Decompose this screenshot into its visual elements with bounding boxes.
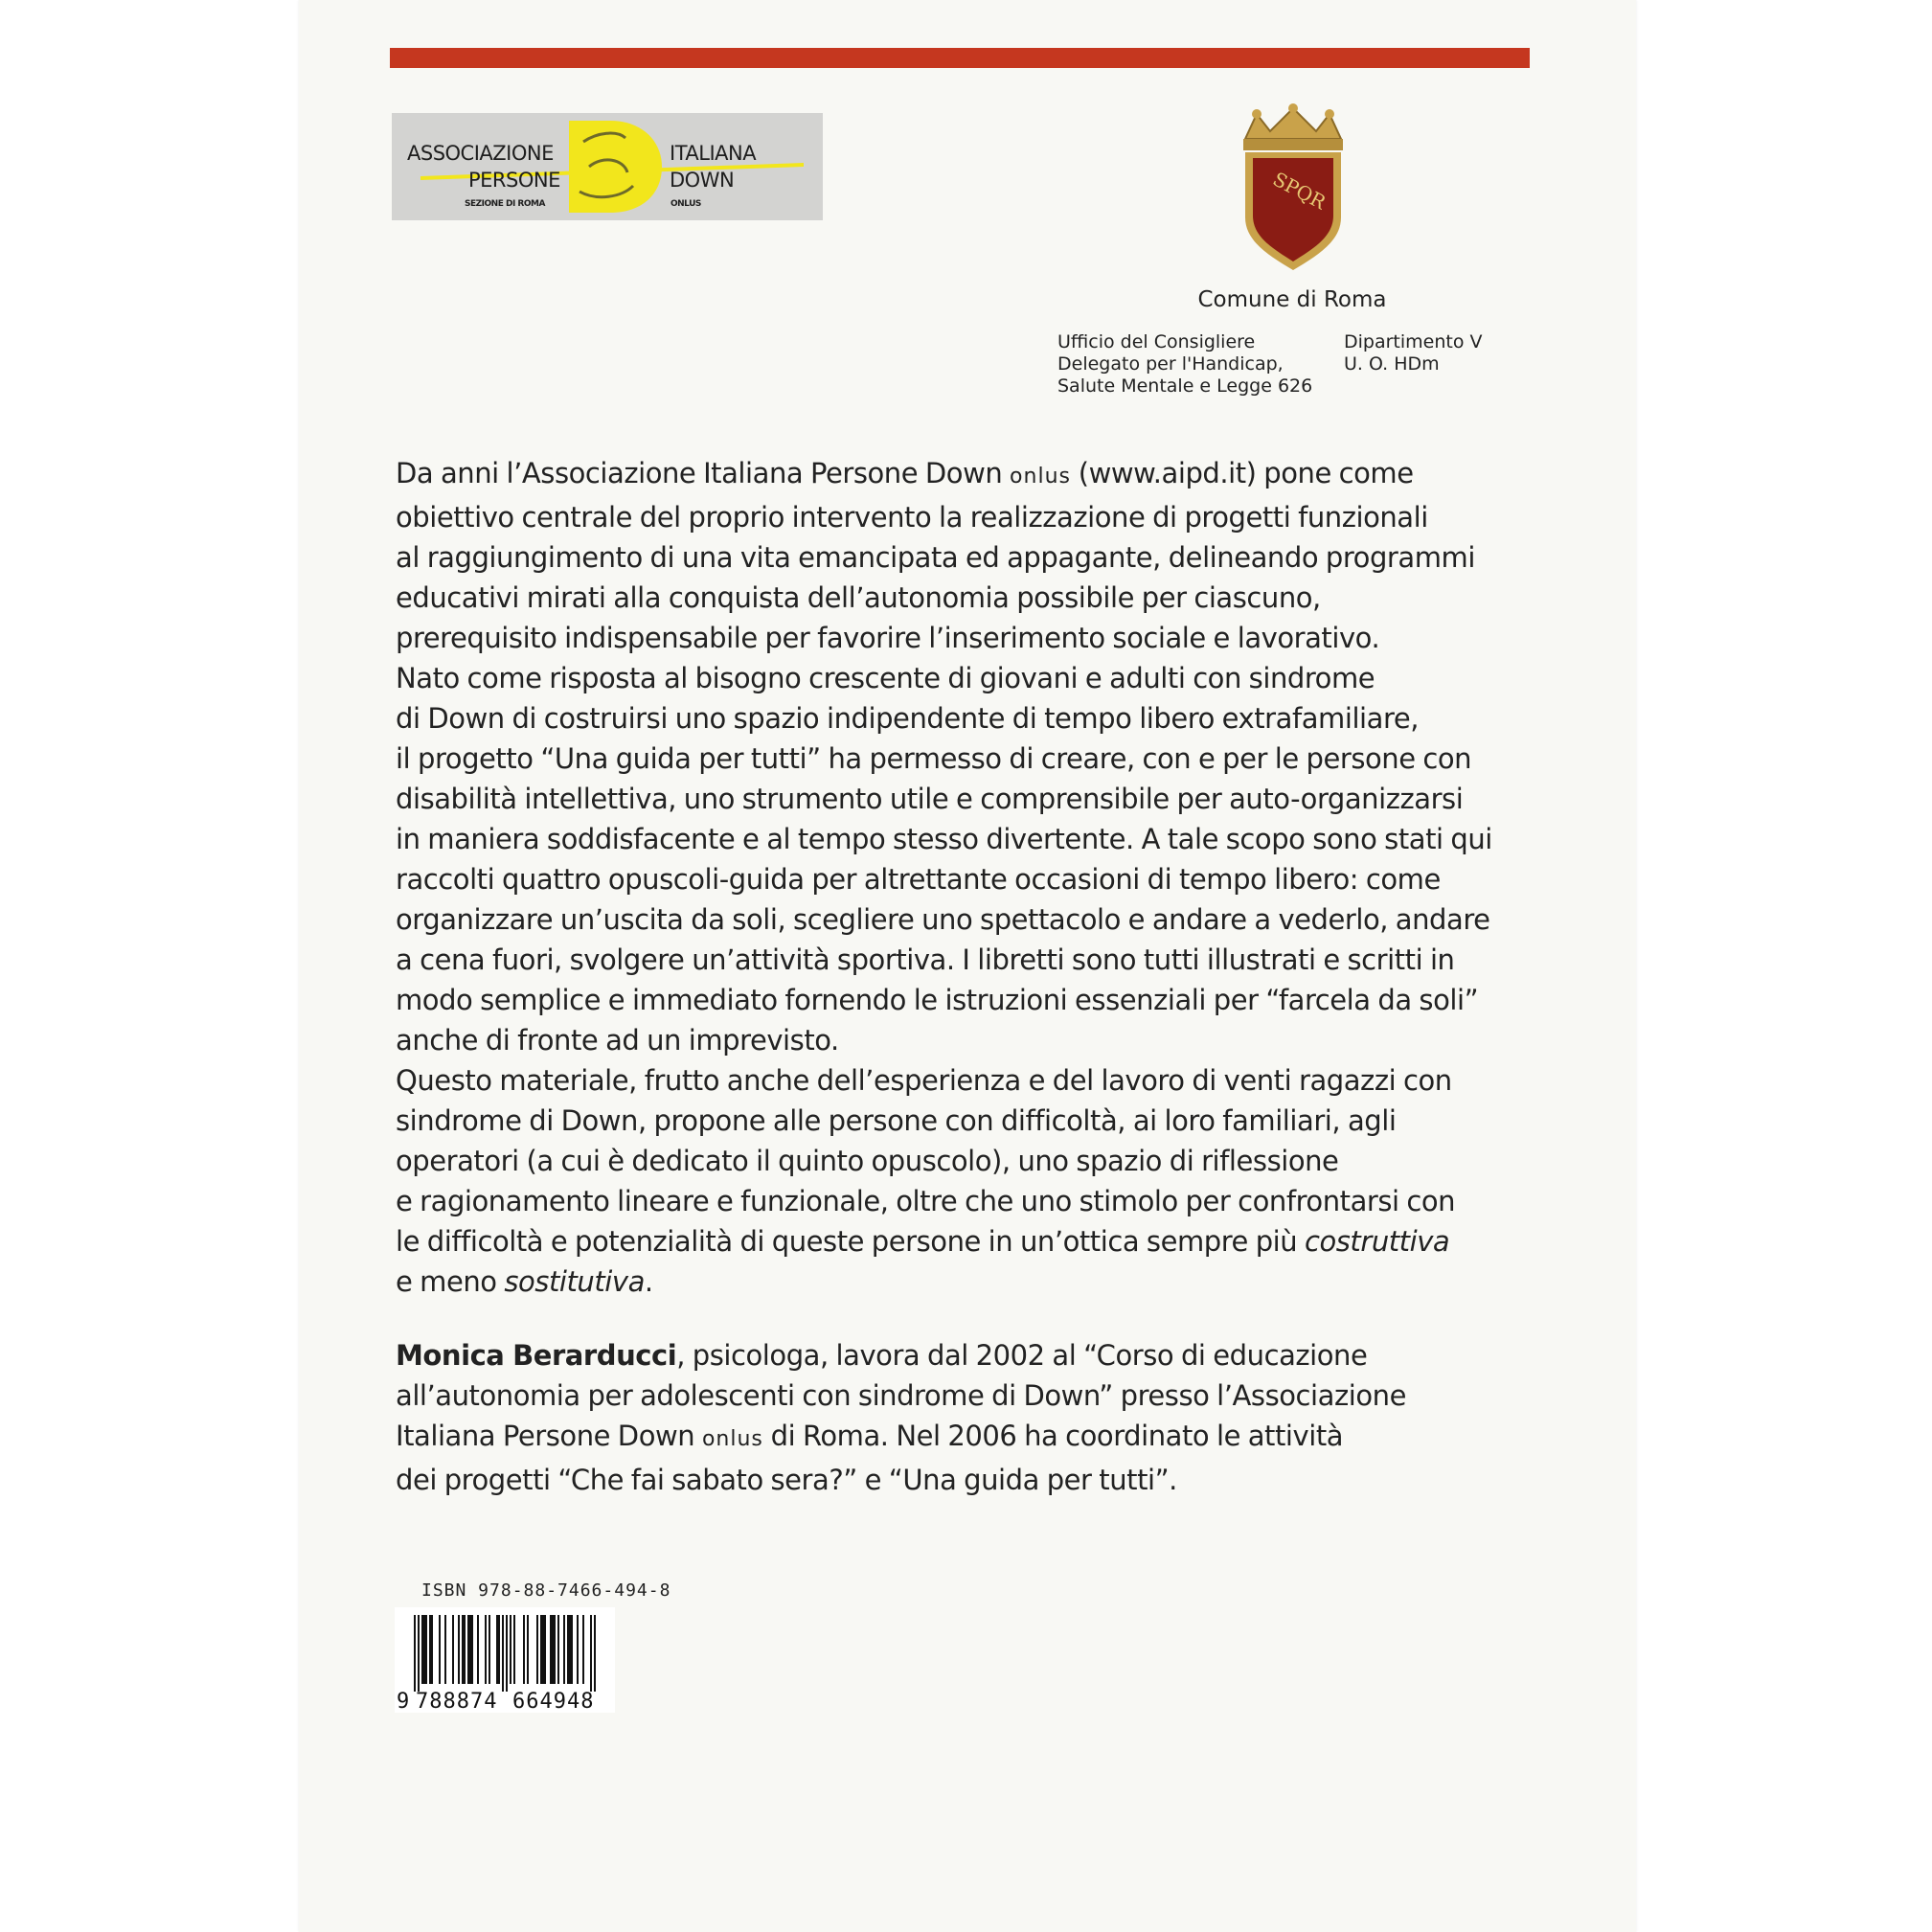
department-line: Dipartimento V (1344, 331, 1483, 352)
barcode-bar (462, 1615, 464, 1684)
text-span: le difficoltà e potenzialità di queste persone in un’ottica sempre più (396, 1225, 1305, 1258)
text-line: anche di fronte ad un imprevisto. (396, 1024, 839, 1057)
office-line: Ufficio del Consigliere (1057, 331, 1256, 352)
aipd-logo-mark (392, 113, 823, 220)
text-line: organizzare un’uscita da soli, scegliere uno spettacolo e andare a vederlo, andare (396, 903, 1490, 936)
aipd-line3-left: SEZIONE DI ROMA (465, 199, 545, 209)
barcode-bar (464, 1615, 466, 1684)
barcode-bar (431, 1615, 433, 1684)
text-line: in maniera soddisfacente e al tempo stesso divertente. A tale scopo sono stati qui (396, 823, 1492, 855)
barcode-bar (510, 1615, 511, 1684)
barcode-bar (527, 1615, 529, 1684)
office-line: Salute Mentale e Legge 626 (1057, 375, 1313, 397)
barcode-bar (458, 1615, 460, 1684)
barcode-bar (536, 1615, 538, 1684)
barcode-bar (577, 1615, 579, 1684)
barcode-bar (471, 1615, 473, 1684)
text-line: Nato come risposta al bisogno crescente di giovani e adulti con sindrome (396, 662, 1375, 694)
barcode-bar (557, 1615, 559, 1684)
text-span: Da anni l’Associazione Italiana Persone Down (396, 457, 1011, 489)
comune-name: Comune di Roma (1197, 287, 1387, 312)
barcode-bar (571, 1615, 573, 1684)
barcode-bar (489, 1615, 490, 1684)
text-line: operatori (a cui è dedicato il quinto opuscolo), uno spazio di riflessione (396, 1145, 1339, 1177)
text-line: educativi mirati alla conquista dell’autonomia possibile per ciascuno, (396, 581, 1321, 614)
text-line: sindrome di Down, propone alle persone con difficoltà, ai loro familiari, agli (396, 1104, 1397, 1137)
department-line: U. O. HDm (1344, 353, 1440, 375)
text-span: (www.aipd.it) pone come (1070, 457, 1414, 489)
barcode-bar (418, 1615, 420, 1692)
onlus-smallcaps: onlus (701, 1427, 763, 1451)
barcode-bar (498, 1615, 500, 1684)
barcode-bar (542, 1615, 544, 1684)
department-block (1344, 331, 1483, 375)
aipd-line1-left: ASSOCIAZIONE (407, 142, 554, 165)
isbn-text: ISBN 978-88-7466-494-8 (421, 1580, 671, 1601)
barcode-bar (423, 1615, 425, 1684)
text-span: , psicologa, lavora dal 2002 al “Corso di educazione (676, 1339, 1368, 1372)
barcode-bar (429, 1615, 431, 1684)
text-line: a cena fuori, svolgere un’attività sportiva. I libretti sono tutti illustrati e scritti in (396, 943, 1455, 976)
barcode-bar (554, 1615, 556, 1684)
text-line: obiettivo centrale del proprio intervento la realizzazione di progetti funzionali (396, 501, 1428, 534)
barcode-bar (590, 1615, 592, 1692)
barcode-bar (425, 1615, 427, 1684)
text-line: modo semplice e immediato fornendo le istruzioni essenziali per “farcela da soli” (396, 984, 1479, 1016)
barcode-bar (414, 1615, 416, 1692)
barcode-bar (485, 1615, 487, 1684)
roma-emblem-icon (1207, 102, 1379, 275)
text-line (396, 1221, 1545, 1261)
text-span: e meno (396, 1265, 505, 1298)
barcode-bar (506, 1615, 508, 1692)
barcode-bar (544, 1615, 546, 1684)
text-line: e ragionamento lineare e funzionale, oltre che uno stimolo per confrontarsi con (396, 1185, 1456, 1217)
office-line: Delegato per l'Handicap, (1057, 353, 1284, 375)
italic-span: costruttiva (1304, 1225, 1450, 1258)
author-bio (396, 1335, 1545, 1500)
text-span: Italiana Persone Down (396, 1420, 702, 1452)
text-line (396, 1261, 1545, 1302)
barcode-bar (594, 1615, 596, 1692)
barcode-bar (444, 1615, 446, 1684)
text-line: al raggiungimento di una vita emancipata ed appagante, delineando programmi (396, 541, 1475, 574)
aipd-line1-right: ITALIANA (670, 142, 757, 165)
barcode-first-digit: 9 (397, 1690, 410, 1713)
barcode-bar (540, 1615, 542, 1684)
barcode-bar (552, 1615, 554, 1684)
text-line: dei progetti “Che fai sabato sera?” e “Una guida per tutti”. (396, 1464, 1177, 1496)
text-line (396, 1335, 1545, 1375)
text-line (396, 453, 1545, 497)
text-line: disabilità intellettiva, uno strumento utile e comprensibile per auto-organizzarsi (396, 783, 1464, 815)
aipd-line2-right: DOWN (670, 169, 735, 192)
onlus-smallcaps: onlus (1010, 465, 1071, 489)
text-line: raccolti quattro opuscoli-guida per altrettante occasioni di tempo libero: come (396, 863, 1441, 896)
text-line: prerequisito indispensabile per favorire l’inserimento sociale e lavorativo. (396, 622, 1380, 654)
description-text (396, 453, 1545, 1302)
barcode-bar (452, 1615, 454, 1684)
barcode-bar (467, 1615, 469, 1684)
text-line: Questo materiale, frutto anche dell’esperienza e del lavoro di venti ragazzi con (396, 1064, 1452, 1097)
barcode-right-digits: 664948 (512, 1690, 595, 1713)
barcode-bar (582, 1615, 584, 1684)
text-line: il progetto “Una guida per tutti” ha permesso di creare, con e per le persone con (396, 742, 1472, 775)
barcode (395, 1607, 615, 1713)
italic-span: sostitutiva (504, 1265, 645, 1298)
barcode-bar (477, 1615, 479, 1684)
back-cover (299, 0, 1636, 1932)
barcode-bar (567, 1615, 569, 1684)
barcode-bar (569, 1615, 571, 1684)
top-red-rule (390, 48, 1530, 68)
office-block (1057, 331, 1312, 398)
barcode-bar (439, 1615, 441, 1684)
barcode-bar (421, 1615, 423, 1684)
text-line: di Down di costruirsi uno spazio indipendente di tempo libero extrafamiliare, (396, 702, 1419, 735)
barcode-bar (523, 1615, 525, 1684)
barcode-bar (563, 1615, 565, 1684)
barcode-bar (496, 1615, 498, 1684)
text-line: all’autonomia per adolescenti con sindrome di Down” presso l’Associazione (396, 1379, 1406, 1412)
barcode-bar (502, 1615, 504, 1692)
barcode-bar (550, 1615, 552, 1684)
barcode-left-digits: 788874 (416, 1690, 498, 1713)
text-span: di Roma. Nel 2006 ha coordinato le attività (762, 1420, 1344, 1452)
text-span: . (644, 1265, 653, 1298)
aipd-logo (392, 113, 823, 220)
aipd-line3-right: ONLUS (671, 199, 701, 209)
barcode-bar (513, 1615, 515, 1684)
barcode-bar (469, 1615, 471, 1684)
author-name: Monica Berarducci (396, 1339, 677, 1372)
aipd-line2-left: PERSONE (468, 169, 560, 192)
text-line (396, 1416, 1545, 1460)
emblem-spqr-text: SPQR (1269, 167, 1330, 215)
